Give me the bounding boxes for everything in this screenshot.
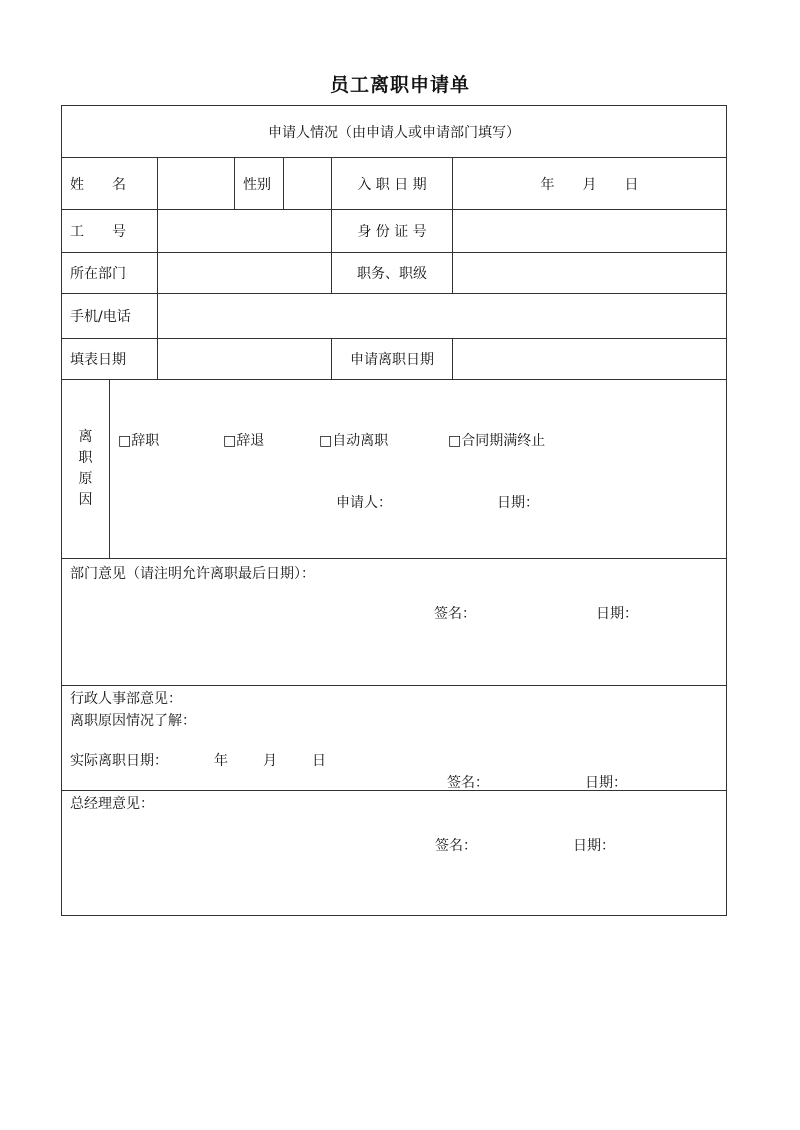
reason-row — [62, 380, 727, 559]
reason-label — [62, 380, 110, 559]
gm-opinion-row — [62, 791, 727, 916]
basic-info-row-5 — [62, 339, 727, 380]
hr-reason-label: 离职原因情况了解： — [70, 713, 196, 729]
entry-date-label: 入 职 日 期 — [332, 158, 453, 210]
position-label: 职务、职级 — [332, 253, 453, 294]
hr-opinion-label: 行政人事部意见： — [70, 691, 182, 707]
phone-field[interactable] — [158, 294, 727, 339]
option-self-leave-checkbox[interactable]: □自动离职 — [319, 433, 389, 449]
actual-date-label: 实际离职日期： — [70, 753, 168, 769]
reason-label-char: 因 — [78, 492, 93, 508]
section-header: 申请人情况（由申请人或申请部门填写） — [62, 106, 727, 158]
basic-info-row-2 — [62, 210, 727, 253]
gender-field[interactable] — [284, 158, 332, 210]
name-label: 姓 名 — [62, 158, 158, 210]
actual-date-day: 日 — [312, 753, 326, 769]
fill-date-field[interactable] — [158, 339, 332, 380]
applicant-sign-label: 申请人： — [336, 495, 392, 511]
department-label: 所在部门 — [62, 253, 158, 294]
name-field[interactable] — [158, 158, 235, 210]
gender-label: 性别 — [235, 158, 284, 210]
basic-info-row-1 — [62, 158, 727, 210]
option-contract-end-checkbox[interactable]: □合同期满终止 — [448, 433, 546, 449]
hr-date-label: 日期： — [585, 775, 627, 791]
reason-label-char: 职 — [78, 450, 93, 466]
basic-info-row-3 — [62, 253, 727, 294]
reason-label-char: 离 — [78, 429, 93, 445]
resignation-form-table — [61, 105, 727, 916]
dept-opinion-cell[interactable] — [62, 559, 727, 686]
employee-no-field[interactable] — [158, 210, 332, 253]
actual-date-month: 月 — [263, 753, 277, 769]
gm-opinion-cell[interactable] — [62, 791, 727, 916]
dept-date-label: 日期： — [596, 606, 638, 622]
entry-date-field[interactable]: 年 月 日 — [453, 158, 727, 210]
dept-sign-label: 签名： — [434, 606, 476, 622]
reason-date-label: 日期： — [497, 495, 539, 511]
apply-date-field[interactable] — [453, 339, 727, 380]
hr-sign-label: 签名： — [447, 775, 489, 791]
section-header-row — [62, 106, 727, 158]
apply-date-label: 申请离职日期 — [332, 339, 453, 380]
form-title: 员工离职申请单 — [329, 74, 470, 96]
department-field[interactable] — [158, 253, 332, 294]
gm-opinion-label: 总经理意见： — [70, 796, 154, 812]
gm-sign-label: 签名： — [435, 838, 477, 854]
reason-label-char: 原 — [78, 471, 93, 487]
dept-opinion-row — [62, 559, 727, 686]
actual-date-year: 年 — [214, 753, 228, 769]
phone-label: 手机/电话 — [62, 294, 158, 339]
dept-opinion-label: 部门意见（请注明允许离职最后日期）： — [70, 566, 315, 582]
id-no-label: 身 份 证 号 — [332, 210, 453, 253]
fill-date-label: 填表日期 — [62, 339, 158, 380]
id-no-field[interactable] — [453, 210, 727, 253]
position-field[interactable] — [453, 253, 727, 294]
hr-opinion-cell[interactable] — [62, 686, 727, 791]
gm-date-label: 日期： — [573, 838, 615, 854]
hr-opinion-row — [62, 686, 727, 791]
employee-no-label: 工 号 — [62, 210, 158, 253]
reason-options-cell — [110, 380, 727, 559]
option-resign-checkbox[interactable]: □辞职 — [118, 433, 160, 449]
option-dismissed-checkbox[interactable]: □辞退 — [223, 433, 265, 449]
basic-info-row-4 — [62, 294, 727, 339]
